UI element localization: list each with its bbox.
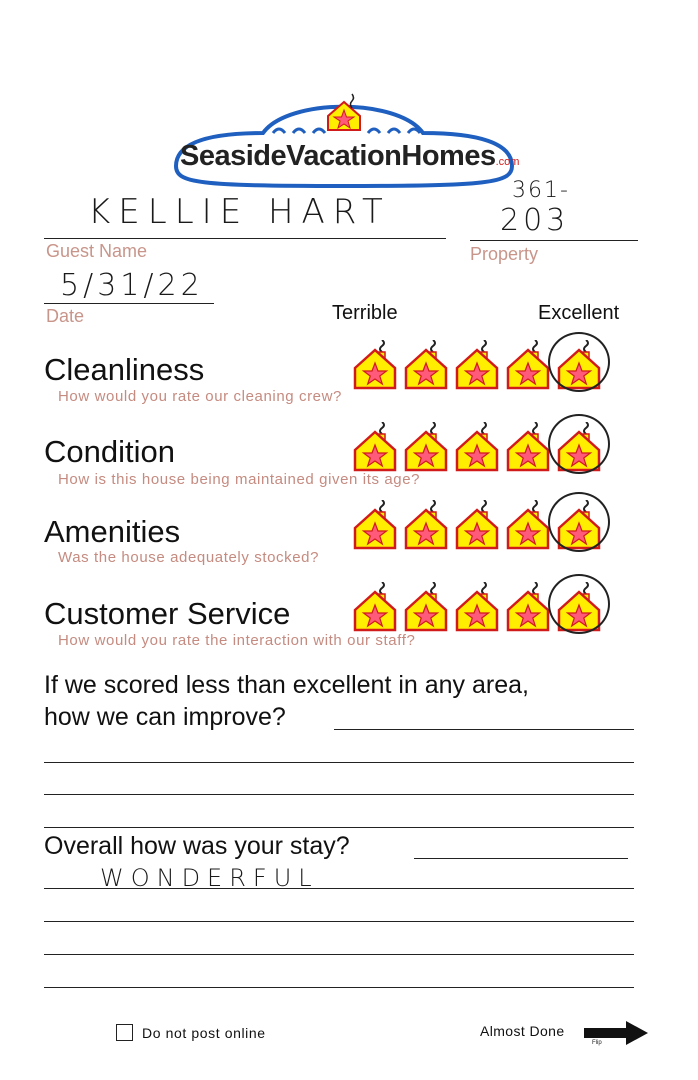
date-label: Date (46, 306, 85, 326)
category-question: How would you rate the interaction with our staff? (58, 632, 416, 649)
house-rating-icon[interactable] (352, 422, 392, 464)
date-value: 5/31/22 (60, 268, 204, 303)
house-rating-icon[interactable] (352, 340, 392, 382)
house-rating-group[interactable] (352, 580, 612, 632)
brand-suffix: .com (495, 156, 520, 168)
overall-line[interactable] (44, 987, 634, 988)
improve-answer-line[interactable] (334, 729, 634, 730)
almost-done-label: Almost Done (480, 1023, 565, 1039)
house-rating-icon[interactable] (403, 422, 443, 464)
house-rating-icon[interactable] (505, 500, 545, 542)
improve-question-line1: If we scored less than excellent in any area, (44, 671, 529, 699)
selected-rating-circle (548, 574, 610, 634)
do-not-post-label: Do not post online (142, 1025, 266, 1041)
house-rating-icon[interactable] (403, 340, 443, 382)
brand-name: SeasideVacationHomes (180, 140, 496, 172)
property-value-line1: 361- (512, 178, 570, 203)
house-rating-icon[interactable] (352, 582, 392, 624)
house-rating-icon[interactable] (454, 340, 494, 382)
overall-answer[interactable]: WONDERFUL (100, 864, 319, 892)
flip-label: Flip (592, 1040, 602, 1046)
selected-rating-circle (548, 492, 610, 552)
overall-question-line (414, 858, 628, 859)
logo-house-icon (328, 94, 360, 130)
property-line (470, 240, 638, 241)
category-label: Condition (44, 434, 175, 469)
property-label: Property (470, 244, 539, 264)
category-question: Was the house adequately stocked? (58, 549, 320, 566)
overall-question: Overall how was your stay? (44, 832, 350, 860)
category-label: Amenities (44, 514, 181, 549)
scale-high-label: Excellent (538, 302, 620, 324)
do-not-post-checkbox[interactable] (116, 1024, 133, 1041)
guest-name-value: KELLIE HART (88, 192, 391, 232)
category-label: Customer Service (44, 596, 291, 631)
improve-question-line2: how we can improve? (44, 703, 286, 731)
logo (168, 88, 520, 190)
overall-line[interactable] (44, 954, 634, 955)
category-question: How is this house being maintained given its age? (58, 471, 421, 488)
logo-graphic (168, 88, 520, 190)
house-rating-icon[interactable] (403, 582, 443, 624)
improve-line[interactable] (44, 794, 634, 795)
house-rating-icon[interactable] (454, 500, 494, 542)
overall-line[interactable] (44, 921, 634, 922)
house-rating-group[interactable] (352, 338, 612, 390)
overall-line[interactable] (44, 888, 634, 889)
property-value-line2: 203 (500, 203, 570, 238)
selected-rating-circle (548, 332, 610, 392)
house-rating-icon[interactable] (505, 340, 545, 382)
guest-name-line (44, 238, 446, 239)
date-line (44, 303, 214, 304)
category-label: Cleanliness (44, 352, 205, 387)
house-rating-group[interactable] (352, 420, 612, 472)
improve-line[interactable] (44, 762, 634, 763)
category-question: How would you rate our cleaning crew? (58, 388, 343, 405)
house-rating-icon[interactable] (505, 582, 545, 624)
house-rating-icon[interactable] (454, 582, 494, 624)
house-rating-icon[interactable] (352, 500, 392, 542)
improve-line[interactable] (44, 827, 634, 828)
guest-name-label: Guest Name (46, 241, 148, 261)
house-rating-icon[interactable] (454, 422, 494, 464)
selected-rating-circle (548, 414, 610, 474)
house-rating-group[interactable] (352, 498, 612, 550)
house-rating-icon[interactable] (505, 422, 545, 464)
house-rating-icon[interactable] (403, 500, 443, 542)
scale-low-label: Terrible (332, 302, 398, 324)
